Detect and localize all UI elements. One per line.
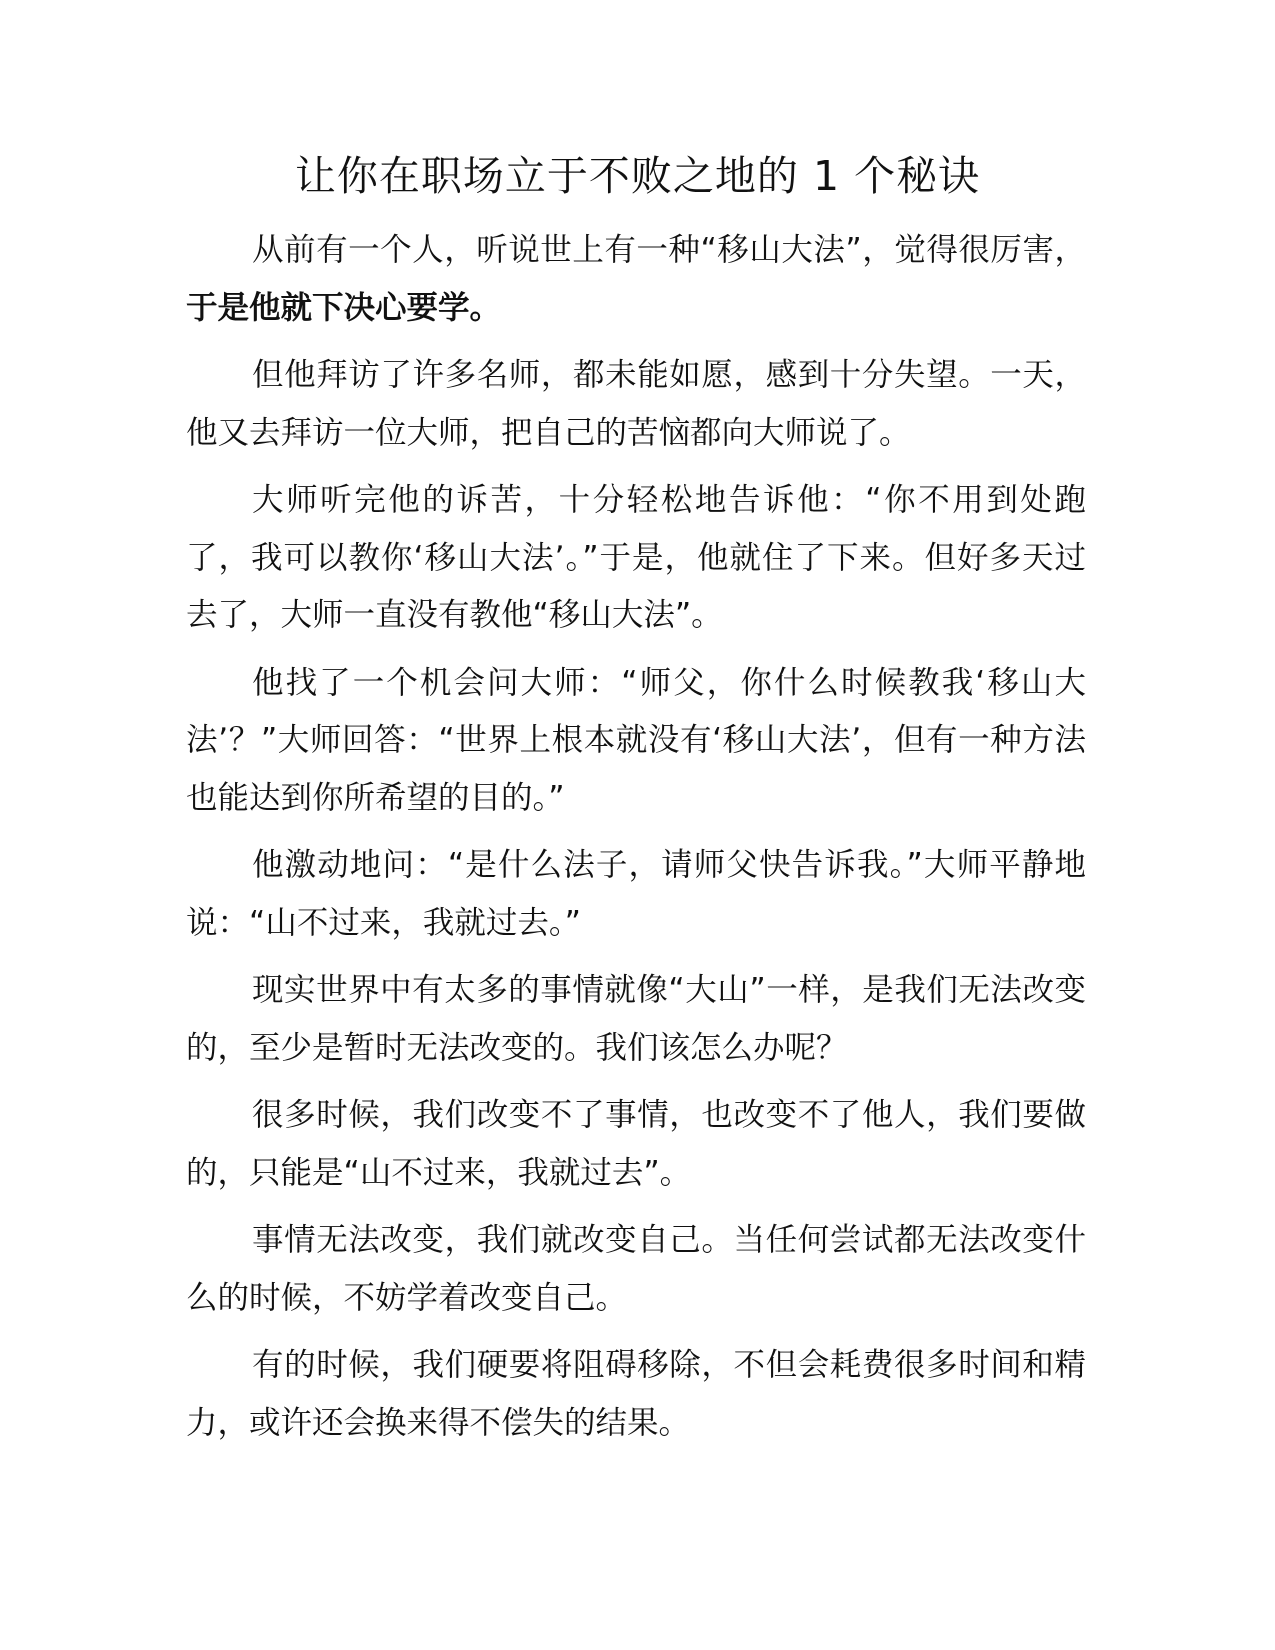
paragraph-8: 事情无法改变，我们就改变自己。当任何尝试都无法改变什么的时候，不妨学着改变自己。 bbox=[186, 1222, 1086, 1316]
paragraph-1 bbox=[186, 222, 1086, 337]
paragraph-3: 大师听完他的诉苦，十分轻松地告诉他：“你不用到处跑了，我可以教你‘移山大法’。”于是，他就住了下来。但好多天过去了，大师一直没有教他“移山大法”。 bbox=[186, 482, 1086, 633]
document-body bbox=[186, 222, 1086, 1462]
paragraph-1-head: 从前有一个人，听说世上有一种“移山大法”，觉得很厉害， bbox=[252, 232, 1086, 268]
paragraph-2: 但他拜访了许多名师，都未能如愿，感到十分失望。一天，他又去拜访一位大师，把自己的苦恼都向大师说了。 bbox=[186, 357, 1086, 451]
paragraph-1-tail: 于是他就下决心要学。 bbox=[186, 289, 502, 326]
paragraph-5: 他激动地问：“是什么法子，请师父快告诉我。”大师平静地说：“山不过来，我就过去。” bbox=[186, 847, 1086, 941]
document-title: 让你在职场立于不败之地的 1 个秘诀 bbox=[294, 152, 981, 200]
paragraph-7: 很多时候，我们改变不了事情，也改变不了他人，我们要做的，只能是“山不过来，我就过去”。 bbox=[186, 1097, 1086, 1191]
paragraph-9: 有的时候，我们硬要将阻碍移除，不但会耗费很多时间和精力，或许还会换来得不偿失的结果。 bbox=[186, 1347, 1086, 1441]
paragraph-4: 他找了一个机会问大师：“师父，你什么时候教我‘移山大法’？”大师回答：“世界上根本就没有‘移山大法’，但有一种方法也能达到你所希望的目的。” bbox=[186, 664, 1086, 816]
paragraph-6: 现实世界中有太多的事情就像“大山”一样，是我们无法改变的，至少是暂时无法改变的。我们该怎么办呢？ bbox=[186, 972, 1086, 1066]
